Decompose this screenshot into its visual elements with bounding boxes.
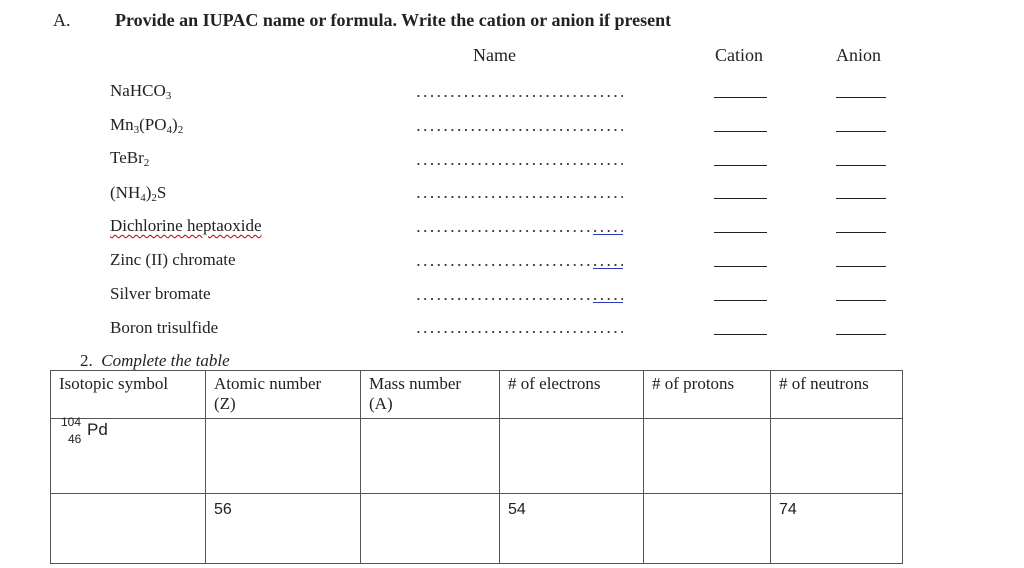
section-a-instructions: Provide an IUPAC name or formula. Write the cation or anion if present: [115, 10, 672, 30]
section-2-number: 2.: [80, 351, 93, 370]
compound-label: Zinc (II) chromate: [110, 250, 236, 269]
isotope-table: [50, 370, 903, 564]
header-atomic-number: Atomic number (Z): [206, 371, 361, 419]
name-answer-line[interactable]: [415, 297, 623, 301]
cell-mass-number[interactable]: [361, 419, 500, 494]
compound-label: Dichlorine heptaoxide: [110, 216, 262, 235]
cation-blank[interactable]: [714, 131, 767, 132]
header-electrons: # of electrons: [500, 371, 644, 419]
header-protons: # of protons: [644, 371, 771, 419]
cation-blank[interactable]: [714, 334, 767, 335]
section-a-label: A.: [53, 10, 71, 30]
cell-atomic-number[interactable]: [206, 419, 361, 494]
compound-label: $(NH_4)_2S$: [110, 183, 167, 204]
isotope-atomic-number: 46: [68, 432, 82, 446]
header-isotopic-symbol: Isotopic symbol: [51, 371, 206, 419]
name-answer-line[interactable]: [415, 195, 623, 199]
name-answer-line[interactable]: [415, 128, 623, 132]
cell-electrons[interactable]: [500, 419, 644, 494]
cell-atomic-number[interactable]: 56: [206, 494, 361, 564]
header-neutrons: # of neutrons: [771, 371, 903, 419]
name-answer-line[interactable]: [415, 229, 623, 233]
compound-label: TeBr$_2$: [110, 148, 150, 169]
section-2-heading: [80, 351, 230, 371]
anion-blank[interactable]: [836, 266, 886, 267]
cell-protons[interactable]: [644, 494, 771, 564]
cation-blank[interactable]: [714, 165, 767, 166]
compound-label: $Mn_3(PO_4)_2$: [110, 115, 184, 136]
cell-neutrons[interactable]: [771, 419, 903, 494]
anion-blank[interactable]: [836, 165, 886, 166]
table-header-row: [51, 371, 903, 419]
name-answer-line[interactable]: [415, 330, 623, 334]
anion-blank[interactable]: [836, 97, 886, 98]
cell-neutrons[interactable]: 74: [771, 494, 903, 564]
anion-blank[interactable]: [836, 131, 886, 132]
section-2-title: Complete the table: [101, 351, 230, 370]
compound-label: Silver bromate: [110, 284, 211, 303]
anion-blank[interactable]: [836, 232, 886, 233]
cation-blank[interactable]: [714, 232, 767, 233]
table-row: [51, 494, 903, 564]
cell-mass-number[interactable]: [361, 494, 500, 564]
name-answer-line[interactable]: [415, 263, 623, 267]
anion-blank[interactable]: [836, 198, 886, 199]
cell-isotopic-symbol: [51, 415, 206, 494]
cation-column-header: Cation: [715, 45, 763, 65]
table-row: [51, 419, 903, 494]
name-column-header: Name: [473, 45, 516, 65]
compound-label: Boron trisulfide: [110, 318, 219, 337]
isotope-mass-number: 104: [61, 415, 82, 429]
name-answer-line[interactable]: [415, 162, 623, 166]
compound-label: NaHCO$_3$: [110, 81, 172, 102]
anion-column-header: Anion: [836, 45, 881, 65]
header-mass-number: Mass number (A): [361, 371, 500, 419]
anion-blank[interactable]: [836, 334, 886, 335]
isotope-notation: [51, 415, 205, 493]
cation-blank[interactable]: [714, 97, 767, 98]
cell-isotopic-symbol[interactable]: [51, 494, 206, 564]
cell-protons[interactable]: [644, 419, 771, 494]
cation-blank[interactable]: [714, 300, 767, 301]
cell-electrons[interactable]: 54: [500, 494, 644, 564]
cation-blank[interactable]: [714, 198, 767, 199]
cation-blank[interactable]: [714, 266, 767, 267]
isotope-element-symbol: Pd: [87, 420, 108, 439]
name-answer-line[interactable]: [415, 94, 623, 98]
anion-blank[interactable]: [836, 300, 886, 301]
